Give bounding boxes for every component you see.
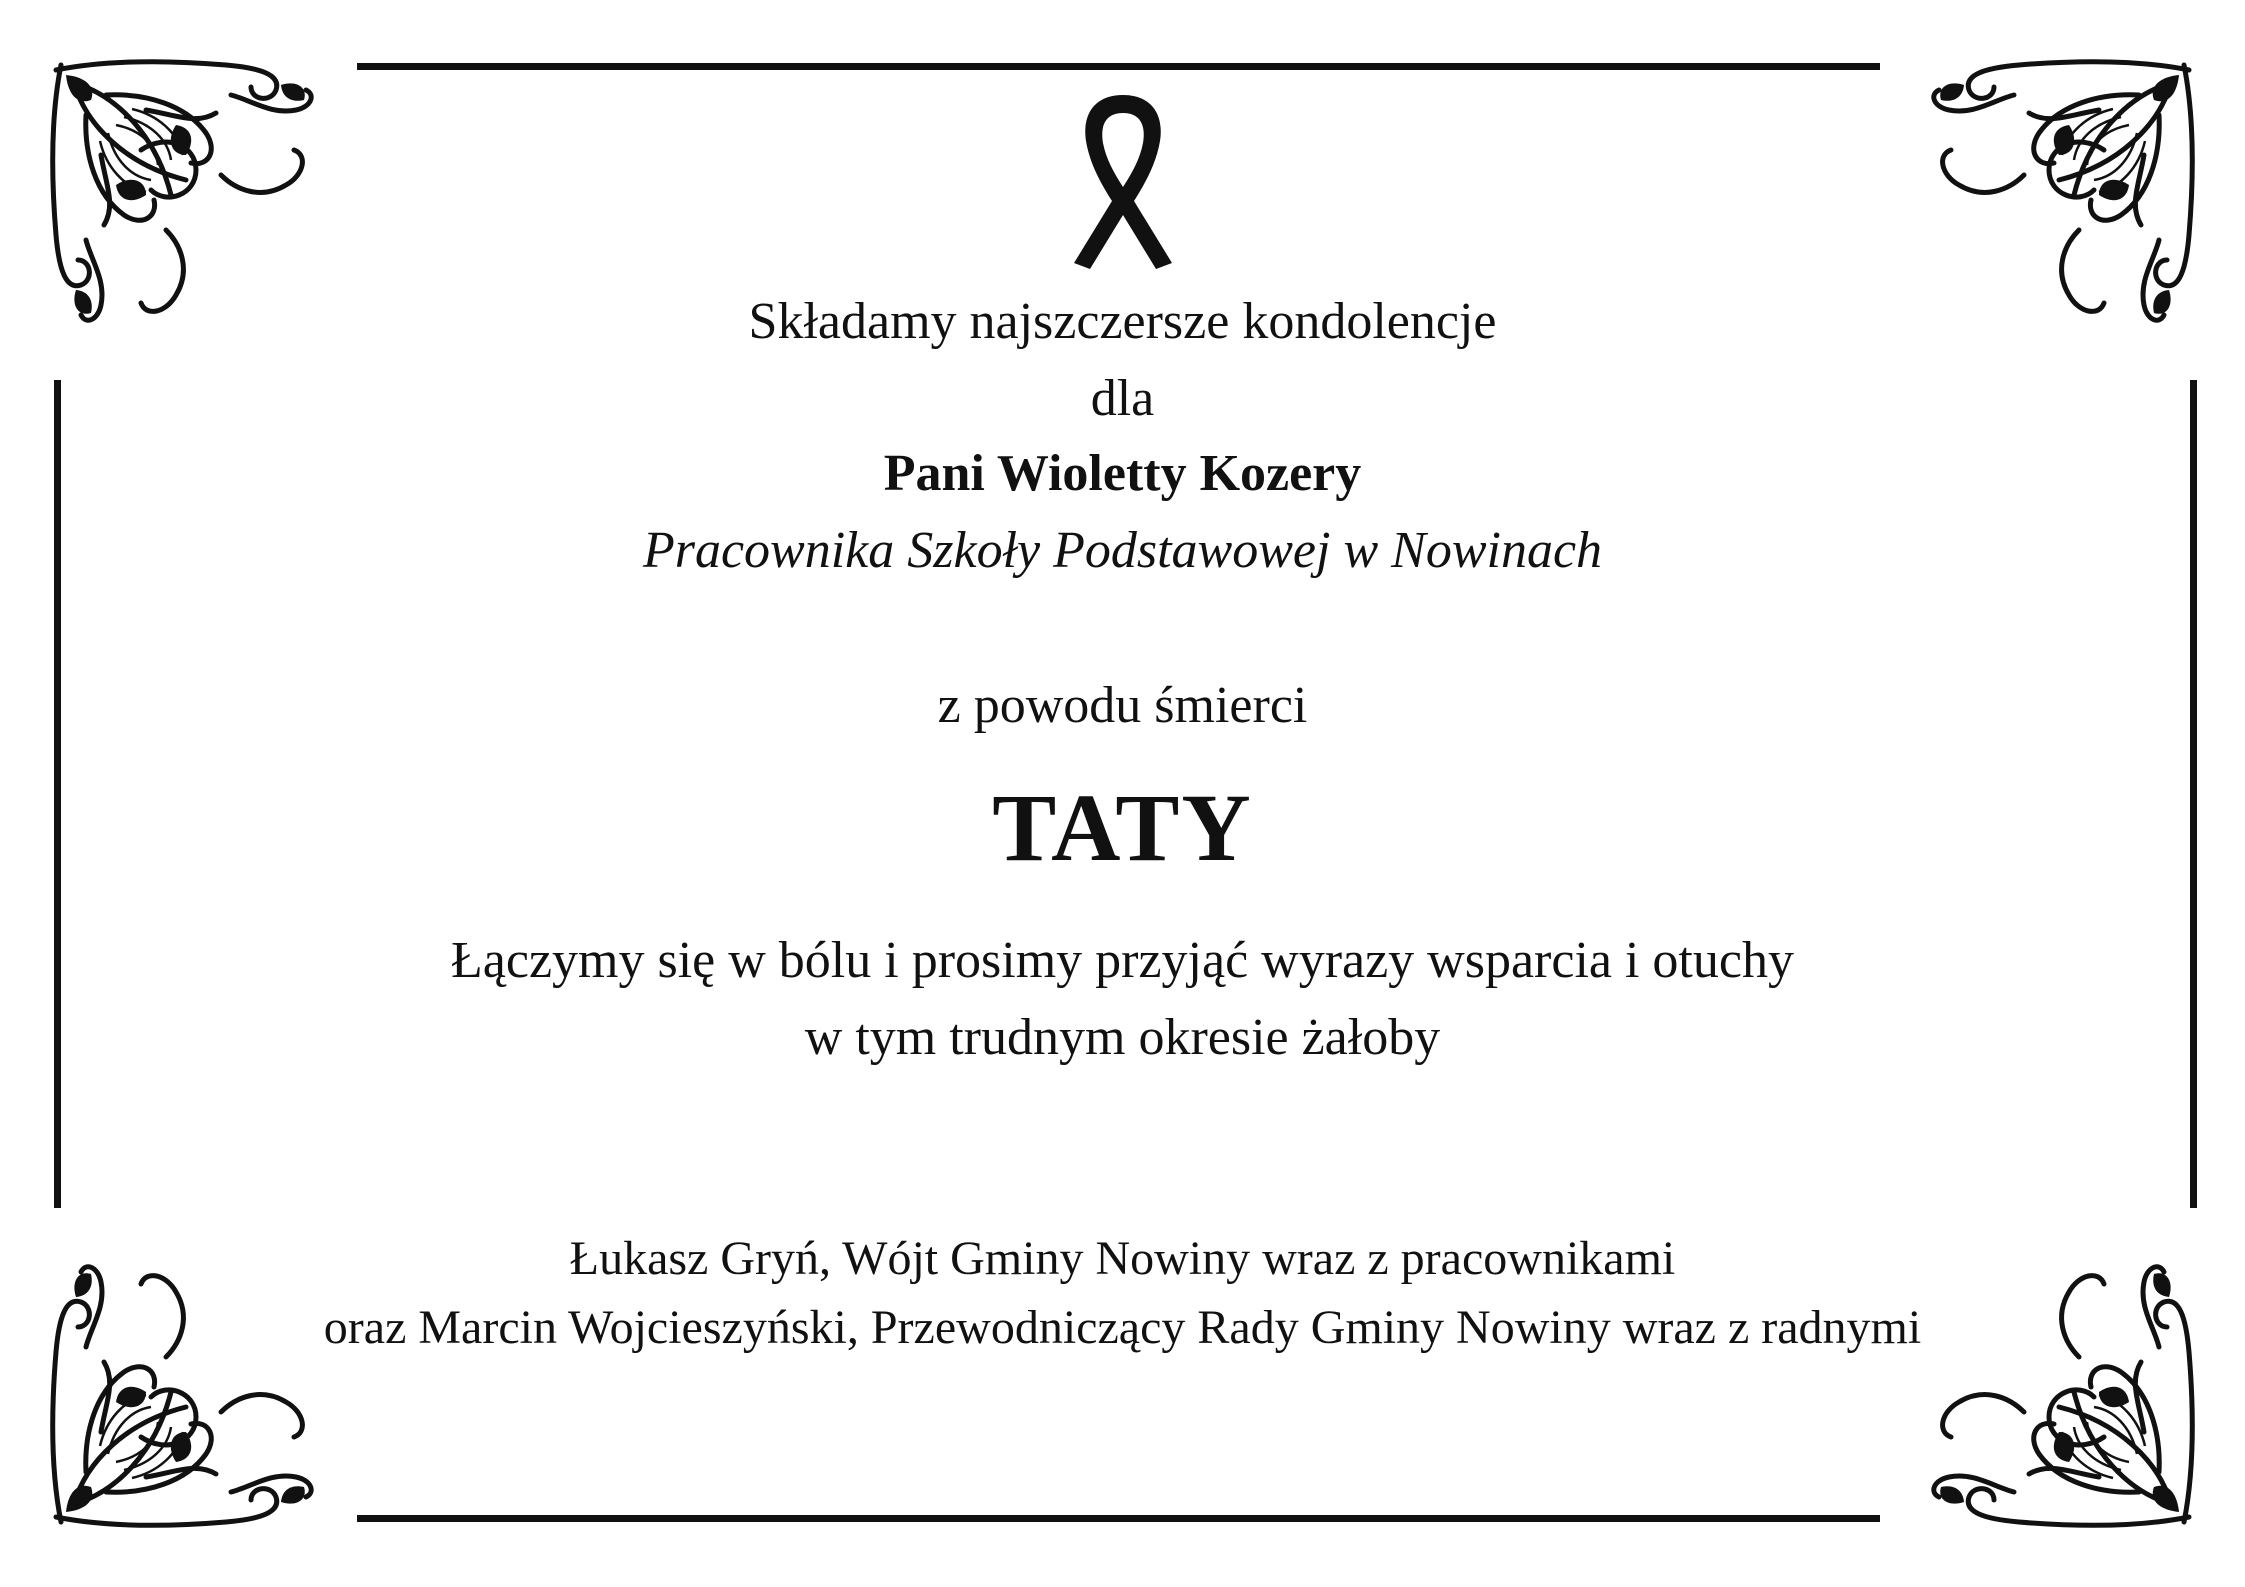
signature-line-2: oraz Marcin Wojcieszyński, Przewodniczący Rady Gminy Nowiny wraz z radnymi <box>323 1301 1922 1354</box>
ornamental-corner-icon <box>1909 1242 2199 1532</box>
deceased-heading: TATY <box>992 774 1253 881</box>
ornamental-corner-icon <box>46 1242 336 1532</box>
support-text-line-1: Łączymy się w bólu i prosimy przyjąć wyrazy wsparcia i otuchy <box>451 932 1794 989</box>
signature-line-1: Łukasz Gryń, Wójt Gminy Nowiny wraz z pracownikami <box>569 1232 1676 1285</box>
for-text: dla <box>1090 370 1155 427</box>
support-text-line-2: w tym trudnym okresie żałoby <box>804 1009 1441 1066</box>
recipient-role: Pracownika Szkoły Podstawowej w Nowinach <box>642 522 1603 579</box>
condolences-text: Składamy najszczersze kondolencje <box>748 293 1497 350</box>
mourning-ribbon-icon <box>1064 93 1182 269</box>
recipient-name: Pani Wioletty Kozery <box>883 445 1362 502</box>
frame-top-line <box>357 63 1880 70</box>
frame-bottom-line <box>357 1515 1880 1522</box>
reason-text: z powodu śmierci <box>937 677 1308 734</box>
